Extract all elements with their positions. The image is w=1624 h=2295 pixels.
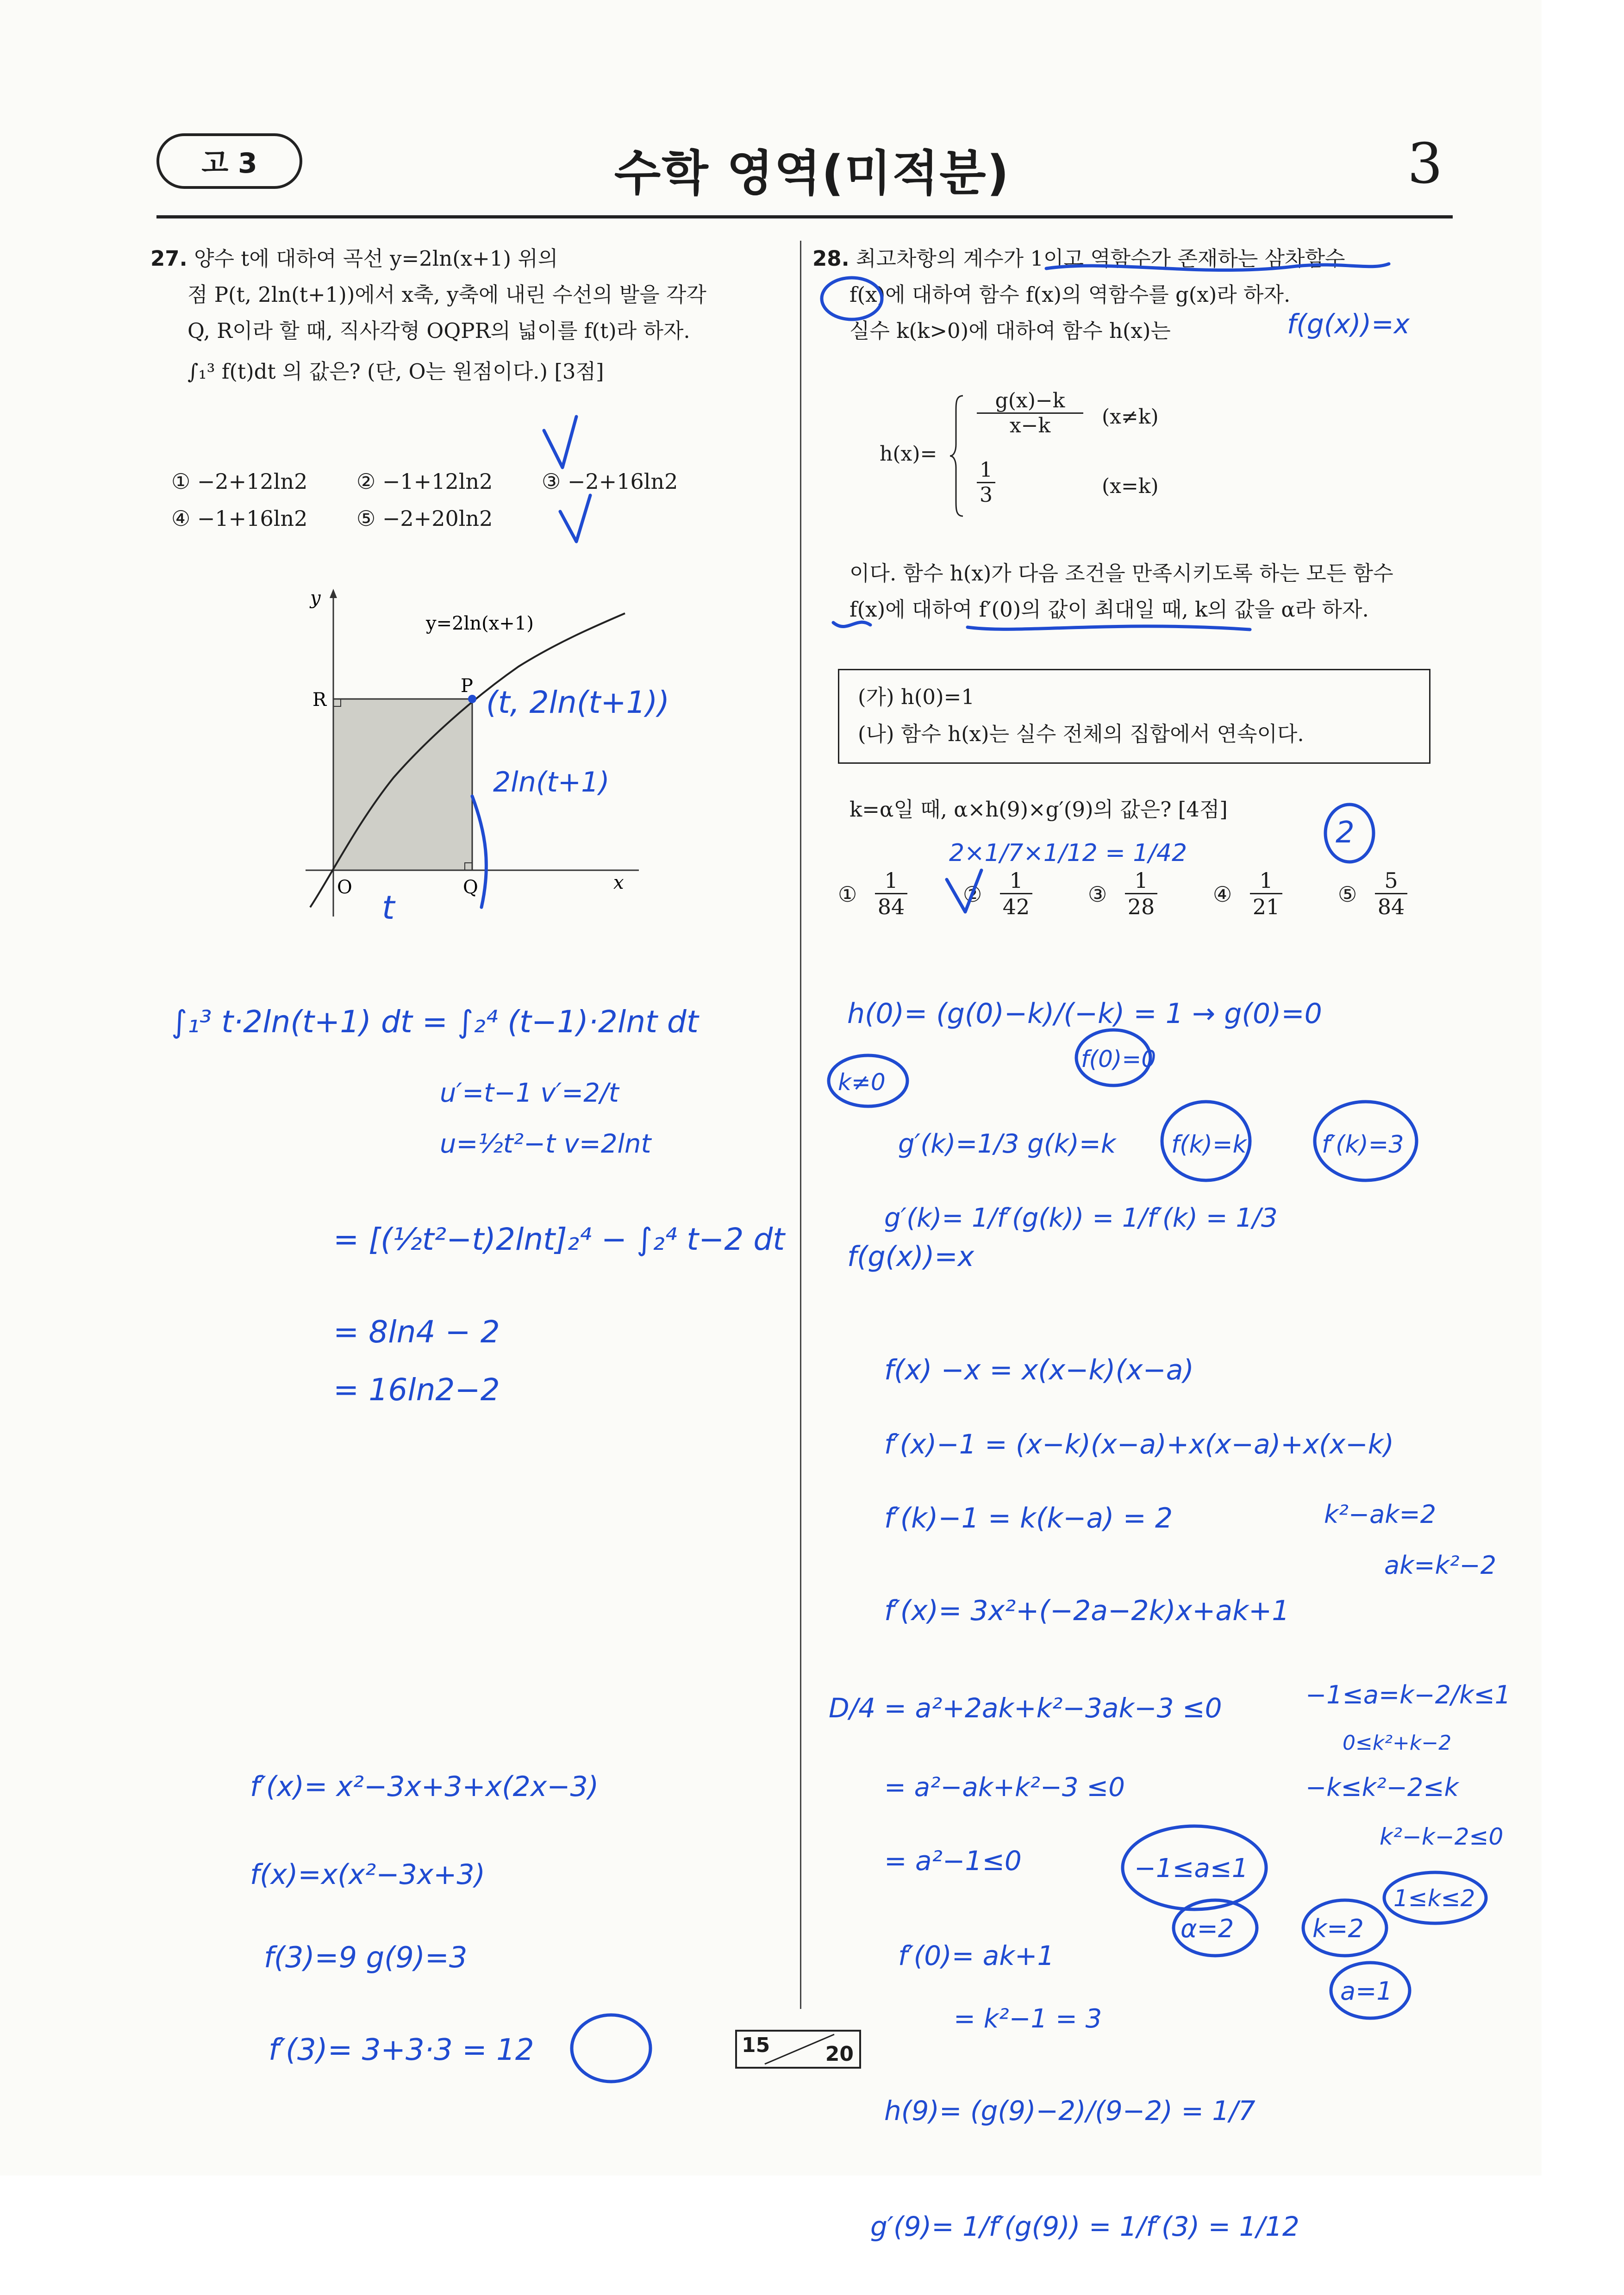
- q27-line1: 양수 t에 대하여 곡선 y=2ln(x+1) 위의: [194, 246, 558, 271]
- grade-label: 고 3: [201, 147, 257, 180]
- annot-height: 2ln(t+1): [493, 766, 610, 798]
- q28-work-gp9: g′(9)= 1/f′(g(9)) = 1/f′(3) = 1/12: [870, 2211, 1299, 2242]
- point-Q-label: Q: [463, 877, 478, 898]
- q28-underline-1: [1046, 264, 1389, 270]
- q27-work-line3: u=½t²−t v=2lnt: [440, 1129, 651, 1159]
- q28-condition-b: (나) 함수 h(x)는 실수 전체의 집합에서 연속이다.: [858, 722, 1304, 746]
- q28-line2: f(x)에 대하여 함수 f(x)의 역함수를 g(x)라 하자.: [849, 282, 1291, 307]
- origin-label: O: [337, 877, 352, 898]
- q28-question: k=α일 때, α×h(9)×g′(9)의 값은? [4점]: [849, 797, 1228, 822]
- q28-line4: 이다. 함수 h(x)가 다음 조건을 만족시키도록 하는 모든 함수: [849, 561, 1393, 586]
- q28-option-2-mark: ②: [963, 882, 982, 907]
- q27-answer-circle: [572, 2015, 650, 2082]
- q27-work-line1: ∫₁³ t·2ln(t+1) dt = ∫₂⁴ (t−1)·2lnt dt: [171, 1004, 699, 1040]
- annot-t: t: [382, 889, 395, 927]
- q28-work-h9: h(9)= (g(9)−2)/(9−2) = 1/7: [884, 2095, 1255, 2127]
- q28-option-4-den: 21: [1250, 893, 1282, 919]
- q28-work-fp0-value: = k²−1 = 3: [954, 2004, 1102, 2034]
- q28-work-gpk-chain: g′(k)= 1/f′(g(k)) = 1/f′(k) = 1/3: [884, 1203, 1278, 1233]
- q27-work-line6: = 16ln2−2: [333, 1372, 500, 1408]
- q28-option-2-den: 42: [1000, 893, 1032, 919]
- q28-work-fpx-minus1: f′(x)−1 = (x−k)(x−a)+x(x−a)+x(x−k): [884, 1428, 1394, 1460]
- q28-work-ineq2: −k≤k²−2≤k: [1305, 1773, 1459, 1802]
- q28-fg-identity: f(g(x))=x: [1287, 308, 1410, 340]
- q28-line3: 실수 k(k>0)에 대하여 함수 h(x)는: [849, 318, 1171, 343]
- q27-option-2[interactable]: ② −1+12ln2: [356, 469, 493, 494]
- left-work-fpx: f′(x)= x²−3x+3+x(2x−3): [250, 1771, 599, 1803]
- page-number: 3: [1407, 132, 1443, 196]
- left-work-fx: f(x)=x(x²−3x+3): [250, 1858, 486, 1891]
- q28-work-discriminant: D/4 = a²+2ak+k²−3ak−3 ≤0: [829, 1692, 1222, 1724]
- q28-answer-value: 2: [1336, 816, 1355, 850]
- q28-work-disc-simplified: = a²−ak+k²−3 ≤0: [884, 1772, 1125, 1802]
- q28-work-k-range: 1≤k≤2: [1393, 1885, 1475, 1912]
- q27-line2: 점 P(t, 2ln(t+1))에서 x축, y축에 내린 수선의 발을 각각: [187, 282, 706, 307]
- q27-number: 27.: [150, 246, 187, 271]
- q28-work-a-range: −1≤a≤1: [1134, 1853, 1249, 1883]
- q27-option-1[interactable]: ① −2+12ln2: [171, 469, 308, 494]
- q28-option-4-num: 1: [1259, 868, 1273, 893]
- q28-work-fpx: f′(x)= 3x²+(−2a−2k)x+ak+1: [884, 1595, 1290, 1627]
- q28-option-1-mark: ①: [838, 882, 857, 907]
- q28-option-4-mark: ④: [1213, 882, 1232, 907]
- q28-work-gpk: g′(k)=1/3 g(k)=k: [898, 1129, 1116, 1159]
- q28-fgx-note: f(g(x))=x: [847, 1241, 974, 1273]
- annot-point-coords: (t, 2ln(t+1)): [486, 685, 670, 720]
- q28-work-ineq1: 0≤k²+k−2: [1343, 1731, 1452, 1755]
- point-P-label: P: [461, 675, 473, 697]
- q28-work-fk: f(k)=k: [1171, 1131, 1247, 1159]
- point-R-label: R: [312, 689, 327, 711]
- case1-denominator: x−k: [977, 412, 1083, 437]
- curve-label: y=2ln(x+1): [426, 613, 534, 634]
- q28-option-3-num: 1: [1134, 868, 1148, 893]
- q28-number: 28.: [812, 246, 849, 271]
- page-counter-current: 15: [742, 2033, 770, 2057]
- q28-work-k: k=2: [1312, 1914, 1364, 1943]
- q28-work-fpk: f′(k)=3: [1322, 1131, 1404, 1159]
- q28-work-ineq3: k²−k−2≤0: [1380, 1823, 1504, 1850]
- left-work-fp3: f′(3)= 3+3·3 = 12: [269, 2033, 534, 2067]
- case2-denominator: 3: [977, 482, 995, 507]
- case2-condition: (x=k): [1102, 474, 1159, 498]
- q27-line4: ∫₁³ f(t)dt 의 값은? (단, O는 원점이다.) [3점]: [187, 359, 604, 384]
- q27-option3-check-icon: [560, 495, 590, 542]
- q28-work-fx-form: f(x) −x = x(x−k)(x−a): [884, 1354, 1194, 1386]
- q28-underline-2: [833, 622, 1250, 630]
- q28-work-a-k-range: −1≤a=k−2/k≤1: [1305, 1680, 1511, 1709]
- q27-work-line5: = 8ln4 − 2: [333, 1314, 500, 1350]
- q27-option-5[interactable]: ⑤ −2+20ln2: [356, 506, 493, 531]
- left-work-f3: f(3)=9 g(9)=3: [264, 1940, 468, 1974]
- q28-work-a: a=1: [1340, 1977, 1393, 2006]
- q28-option-3-mark: ③: [1088, 882, 1107, 907]
- case1-numerator: g(x)−k: [995, 389, 1065, 412]
- q28-work-fpk-minus1: f′(k)−1 = k(k−a) = 2: [884, 1502, 1173, 1534]
- tangent-stroke: [472, 796, 486, 907]
- q27-option-3[interactable]: ③ −2+16ln2: [542, 469, 678, 494]
- piecewise-lhs: h(x)=: [880, 442, 937, 466]
- q28-work-alpha: α=2: [1181, 1914, 1234, 1943]
- q28-work-fp0: f′(0)= ak+1: [898, 1940, 1055, 1971]
- q28-option2-check-icon: [947, 870, 981, 912]
- q28-option-1-den: 84: [875, 893, 907, 919]
- q28-option-5-den: 84: [1375, 893, 1407, 919]
- q28-work-a2-1: = a²−1≤0: [884, 1845, 1022, 1877]
- q28-line5: f(x)에 대하여 f′(0)의 값이 최대일 때, k의 값을 α라 하자.: [849, 597, 1369, 622]
- q27-line3: Q, R이라 할 때, 직사각형 OQPR의 넓이를 f(t)라 하자.: [187, 318, 690, 343]
- q28-option-5-num: 5: [1384, 868, 1398, 893]
- x-axis-label: x: [613, 872, 624, 893]
- q28-condition-a: (가) h(0)=1: [858, 685, 974, 709]
- q28-work-f0: f(0)=0: [1081, 1046, 1156, 1073]
- case2-numerator: 1: [980, 458, 993, 482]
- case1-condition: (x≠k): [1102, 405, 1159, 429]
- q28-work-k2-ak: k²−ak=2: [1324, 1500, 1437, 1529]
- q27-option-4[interactable]: ④ −1+16ln2: [171, 506, 308, 531]
- q28-option-1-num: 1: [884, 868, 898, 893]
- q27-check-mark-icon: [544, 417, 576, 468]
- page-title: 수학 영역(미적분): [614, 145, 1010, 201]
- q28-option-2-num: 1: [1009, 868, 1023, 893]
- q28-work-ak: ak=k²−2: [1384, 1551, 1497, 1580]
- q27-work-line2: u′=t−1 v′=2/t: [440, 1078, 619, 1108]
- y-axis-label: y: [310, 587, 321, 609]
- q28-fx-circle: [822, 278, 882, 319]
- q28-option-5-mark: ⑤: [1338, 882, 1357, 907]
- q28-work-knonzero: k≠0: [838, 1069, 886, 1096]
- page-counter-total: 20: [825, 2042, 854, 2066]
- q28-product-note: 2×1/7×1/12 = 1/42: [949, 839, 1187, 867]
- q28-work-h0: h(0)= (g(0)−k)/(−k) = 1 → g(0)=0: [847, 998, 1322, 1030]
- q28-line1: 최고차항의 계수가 1이고 역함수가 존재하는 삼차함수: [856, 246, 1345, 271]
- q27-work-line4: = [(½t²−t)2lnt]₂⁴ − ∫₂⁴ t−2 dt: [333, 1222, 785, 1257]
- q28-option-3-den: 28: [1125, 893, 1157, 919]
